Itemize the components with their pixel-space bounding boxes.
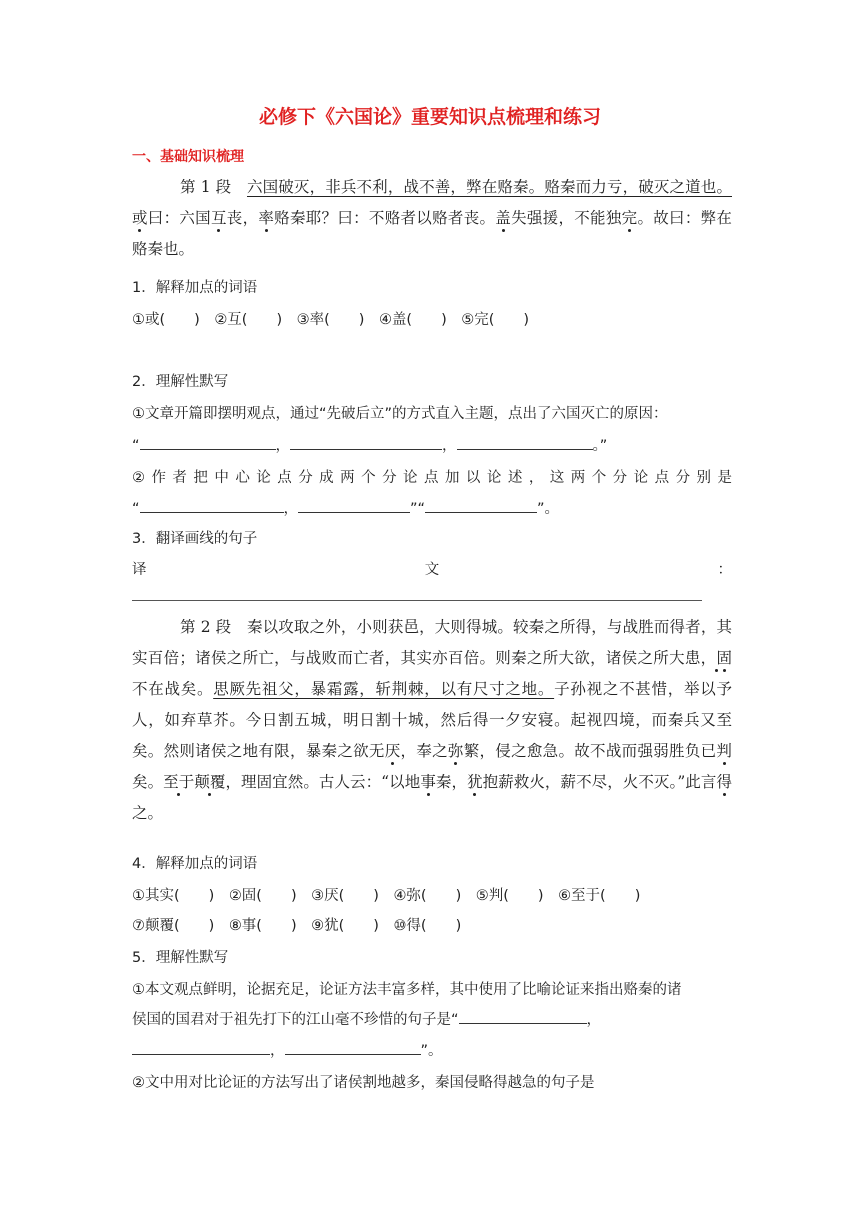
answer-line[interactable] <box>132 600 702 601</box>
dotted-word: 判 <box>716 742 732 760</box>
text: 失强援，不能独 <box>511 209 622 227</box>
dotted-word: 事 <box>420 773 436 791</box>
question-4-title: 4．解释加点的词语 <box>132 856 258 872</box>
document-title: 必修下《六国论》重要知识点梳理和练习 <box>258 106 601 128</box>
text: 赂秦耶？曰：不赂者以赂者丧。 <box>274 209 496 227</box>
question-3-title: 3．翻译画线的句子 <box>132 531 258 547</box>
punct: 。” <box>592 438 608 454</box>
dotted-word: 互 <box>210 209 227 227</box>
text: 繁，侵之愈急。故不战而强弱胜负已 <box>463 742 717 760</box>
fill-blank[interactable] <box>290 435 442 450</box>
text: 百倍；诸侯之所亡，与战败而亡者，其实亦百倍。则秦之所大欲，诸侯之所大患， <box>147 649 717 667</box>
fill-blank[interactable] <box>140 435 276 450</box>
dotted-word: 完 <box>621 209 638 227</box>
colon: ： <box>717 562 732 578</box>
dotted-word: 固 <box>716 649 732 667</box>
punct: ， <box>586 1012 602 1028</box>
question-4-row2: ⑦颠覆( ) ⑧事( ) ⑨犹( ) ⑩得( ) <box>132 918 462 934</box>
punct: ， <box>442 438 457 454</box>
text: 侯国的国君对于祖先打下的江山毫不珍惜的句子是“ <box>132 1012 459 1028</box>
dotted-word: 其实 <box>132 618 732 667</box>
question-2-title: 2．理解性默写 <box>132 374 229 390</box>
punct: ”“ <box>410 501 426 517</box>
text: 子孙视之不甚惜，举以予人，如弃草芥。今日割五城，明日割十城，然后得一夕安寝。起视四境，而秦兵又至矣。然则诸侯之地有限，暴秦之欲无 <box>132 680 732 760</box>
paragraph-label: 第 2 段 <box>180 618 232 636</box>
fill-blank[interactable] <box>132 1040 270 1055</box>
text: 之。 <box>132 804 164 822</box>
fill-blank[interactable] <box>285 1040 421 1055</box>
dotted-word: 犹 <box>467 773 483 791</box>
punct: ”。 <box>537 501 560 517</box>
question-5-title: 5．理解性默写 <box>132 950 229 966</box>
text: 抱薪救火，薪不尽，火不灭。”此言 <box>482 773 717 791</box>
dotted-word: 或 <box>132 209 148 227</box>
question-2b-blanks <box>132 497 732 518</box>
dotted-word: 至于 <box>163 773 195 791</box>
question-5a-line2 <box>132 1008 732 1029</box>
fill-blank[interactable] <box>298 498 410 513</box>
label-yi: 译 <box>132 562 147 578</box>
dotted-word: 得 <box>716 773 732 791</box>
underlined-sentence: 思厥先祖父，暴霜露，斩荆棘，以有尺寸之地。 <box>213 680 555 698</box>
text: 。故曰：弊在赂秦也。 <box>132 209 732 258</box>
dotted-word: 弥 <box>447 742 464 760</box>
text: 秦以攻取之外，小则获邑，大则得城。较秦之所得，与战胜而得者， <box>246 618 717 636</box>
punct: ， <box>275 438 291 454</box>
section-heading: 一、基础知识梳理 <box>132 149 244 165</box>
question-1-title: 1．解释加点的词语 <box>132 280 258 296</box>
dotted-word: 颠覆 <box>194 773 226 791</box>
quote-mark: “ <box>132 438 140 454</box>
dotted-word: 盖 <box>495 209 512 227</box>
text: ，理固宜然。古人云：“以地 <box>225 773 421 791</box>
underlined-sentence: 六国破灭，非兵不利，战不善，弊在赂秦。赂秦而力亏，破灭之道也。 <box>246 178 732 196</box>
text: 秦， <box>435 773 468 791</box>
fill-blank[interactable] <box>457 435 593 450</box>
paragraph-1 <box>132 172 732 265</box>
paragraph-2 <box>132 612 732 829</box>
translation-line <box>132 558 732 579</box>
dotted-word: 率 <box>258 209 275 227</box>
paragraph-label: 第 1 段 <box>180 178 232 196</box>
punct: ， <box>283 501 299 517</box>
question-1-items: ①或( ) ②互( ) ③率( ) ④盖( ) ⑤完( ) <box>132 312 530 328</box>
question-2b-text: ②作者把中心论点分成两个分论点加以论述，这两个分论点分别是 <box>132 470 732 486</box>
question-5a-line1: ①本文观点鲜明，论据充足，论证方法丰富多样，其中使用了比喻论证来指出赂秦的诸 <box>132 982 682 998</box>
text: 丧， <box>226 209 259 227</box>
dotted-word: 厌 <box>384 742 401 760</box>
label-wen: 文 <box>424 562 440 578</box>
question-4-row1: ①其实( ) ②固( ) ③厌( ) ④弥( ) ⑤判( ) ⑥至于( ) <box>132 888 641 904</box>
question-2a-blanks <box>132 434 732 455</box>
text: ，奉之 <box>400 742 448 760</box>
fill-blank[interactable] <box>459 1009 587 1024</box>
question-5b-line1: ②文中用对比论证的方法写出了诸侯割地越多，秦国侵略得越急的句子是 <box>132 1075 595 1091</box>
text: 矣。 <box>132 773 164 791</box>
fill-blank[interactable] <box>140 498 284 513</box>
punct: ”。 <box>420 1043 443 1059</box>
text: 不在战矣。 <box>132 680 214 698</box>
punct: ， <box>270 1043 285 1059</box>
fill-blank[interactable] <box>425 498 537 513</box>
question-2a-text: ①文章开篇即摆明观点，通过“先破后立”的方式直入主题，点出了六国灭亡的原因： <box>132 406 668 422</box>
question-5a-line3 <box>132 1039 732 1060</box>
text: 曰：六国 <box>147 209 211 227</box>
quote-mark: “ <box>132 501 140 517</box>
